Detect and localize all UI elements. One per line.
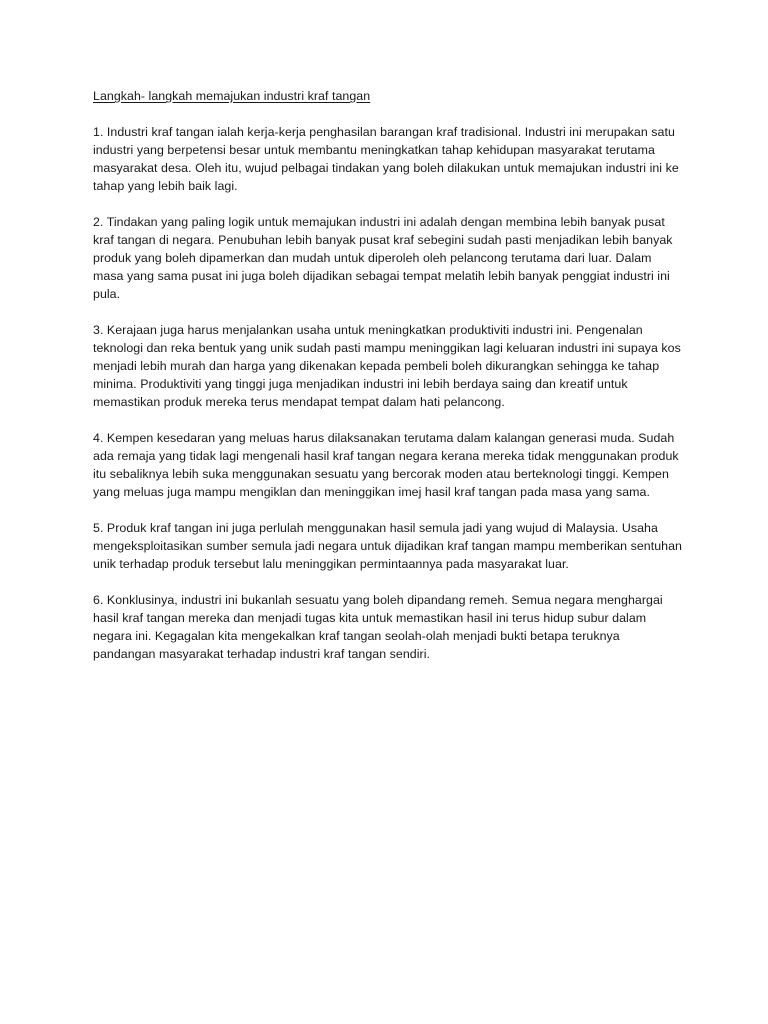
paragraph-2: 2. Tindakan yang paling logik untuk memajukan industri ini adalah dengan membina lebih banyak pusat kraf tangan di negara. Penubuhan lebih banyak pusat kraf sebegini sudah pasti menjadikan lebih banyak produk yang boleh dipamerkan dan mudah untuk diperoleh oleh pelancong terutama dari luar. Dalam masa yang sama pusat ini juga boleh dijadikan sebagai tempat melatih lebih banyak penggiat industri ini pula.	[93, 215, 673, 301]
paragraph-3: 3. Kerajaan juga harus menjalankan usaha untuk meningkatkan produktiviti industri ini. Pengenalan teknologi dan reka bentuk yang unik sudah pasti mampu meninggikan lagi keluaran industri ini supaya kos menjadi lebih murah dan harga yang dikenakan kepada pembeli boleh dikurangkan sehingga ke tahap minima. Produktiviti yang tinggi juga menjadikan industri ini lebih berdaya saing dan kreatif untuk memastikan produk mereka terus mendapat tempat dalam hati pelancong.	[93, 323, 681, 409]
paragraph-1: 1. Industri kraf tangan ialah kerja-kerja penghasilan barangan kraf tradisional. Industri ini merupakan satu industri yang berpetensi besar untuk membantu meningkatkan tahap kehidupan masyarakat terutama masyarakat desa. Oleh itu, wujud pelbagai tindakan yang boleh dilakukan untuk memajukan industri ini ke tahap yang lebih baik lagi.	[93, 125, 679, 193]
paragraph-5: 5. Produk kraf tangan ini juga perlulah menggunakan hasil semula jadi yang wujud di Malaysia. Usaha mengeksploitasikan sumber semula jadi negara untuk dijadikan kraf tangan mampu memberikan sentuhan unik terhadap produk tersebut lalu meninggikan permintaannya pada masyarakat luar.	[93, 521, 682, 571]
document-title: Langkah- langkah memajukan industri kraf tangan	[93, 89, 371, 103]
paragraph-4: 4. Kempen kesedaran yang meluas harus dilaksanakan terutama dalam kalangan generasi muda. Sudah ada remaja yang tidak lagi mengenali hasil kraf tangan negara kerana mereka tidak menggunakan produk itu sebaliknya lebih suka menggunakan sesuatu yang bercorak moden atau berteknologi tinggi. Kempen yang meluas juga mampu mengiklan dan meninggikan imej hasil kraf tangan pada masa yang sama.	[93, 431, 679, 499]
document-body	[93, 87, 683, 681]
paragraph-6: 6. Konklusinya, industri ini bukanlah sesuatu yang boleh dipandang remeh. Semua negara menghargai hasil kraf tangan mereka dan menjadi tugas kita untuk memastikan hasil ini terus hidup subur dalam negara ini. Kegagalan kita mengekalkan kraf tangan seolah-olah menjadi bukti betapa teruknya pandangan masyarakat terhadap industri kraf tangan sendiri.	[93, 593, 663, 661]
